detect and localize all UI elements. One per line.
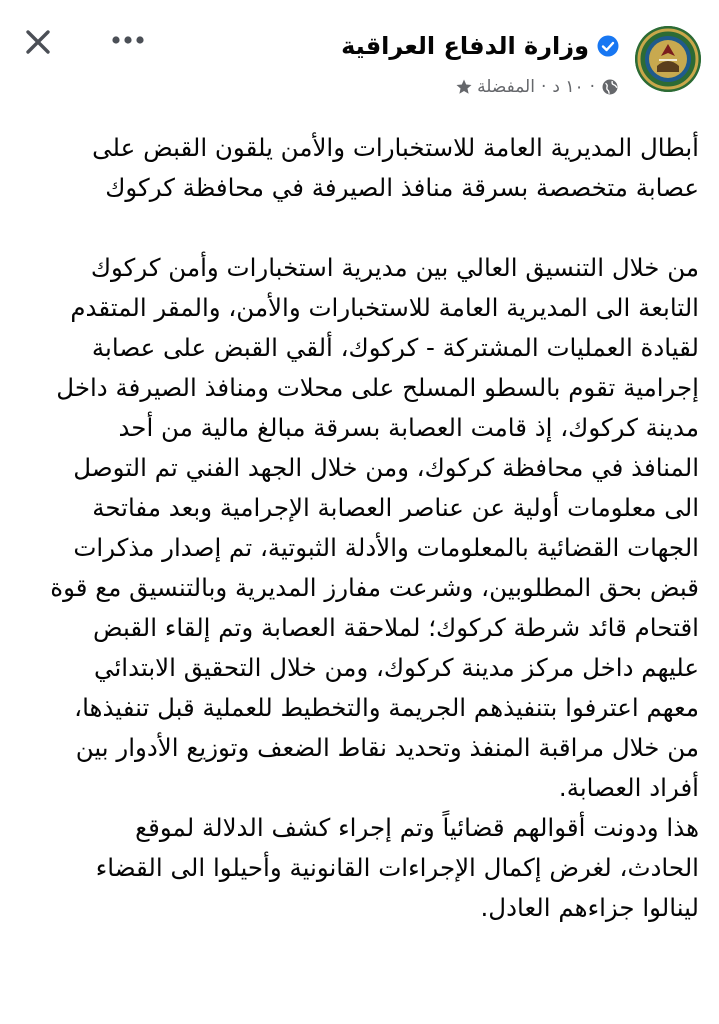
verified-badge-icon	[597, 35, 619, 57]
post-body-line: من خلال التنسيق العالي بين مديرية استخبارات وأمن كركوك	[90, 253, 699, 282]
more-options-button[interactable]	[106, 22, 150, 58]
post-body-line: لقيادة العمليات المشتركة - كركوك، ألقي القبض على عصابة	[91, 333, 699, 362]
post-body-line: إجرامية تقوم بالسطو المسلح على محلات ومنافذ الصيرفة داخل	[56, 373, 699, 402]
meta-separator-2: ·	[589, 77, 595, 97]
post-body-line: الحادث، لغرض إكمال الإجراءات القانونية وأحيلوا الى القضاء	[95, 853, 699, 882]
star-icon	[455, 78, 473, 96]
post-body-line: التابعة الى المديرية العامة للاستخبارات والأمن، والمقر المتقدم	[70, 293, 699, 322]
post-body-line: قبض بحق المطلوبين، وشرعت مفارز المديرية وبالتنسيق مع قوة	[50, 573, 699, 602]
close-button[interactable]	[18, 22, 58, 62]
post-meta	[455, 72, 619, 102]
meta-separator: ·	[540, 77, 547, 97]
post-body-line: معهم اعترفوا بتنفيذهم الجريمة والتخطيط للعملية قبل تنفيذها،	[74, 693, 699, 722]
paragraph-gap	[20, 208, 699, 248]
post-text	[20, 128, 699, 928]
post-body-line: من خلال مراقبة المنفذ وتحديد نقاط الضعف وتوزيع الأدوار بين	[75, 733, 699, 762]
post-body-line: مدينة كركوك، إذ قامت العصابة بسرقة مبالغ مالية من أحد	[118, 413, 699, 442]
post-time[interactable]: ١٠ د	[552, 77, 584, 97]
post-body-line: عليهم داخل مركز مدينة كركوك، ومن خلال التحقيق الابتدائي	[94, 653, 699, 682]
ministry-emblem-icon	[635, 26, 701, 92]
post-body-line: الجهات القضائية بالمعلومات والأدلة الثبوتية، تم إصدار مذكرات	[73, 533, 699, 562]
more-icon	[111, 35, 145, 45]
post-body-line: اقتحام قائد شرطة كركوك؛ لملاحقة العصابة وتم إلقاء القبض	[92, 613, 699, 642]
post-body-line: أفراد العصابة.	[558, 773, 699, 802]
post-body-line: لينالوا جزاءهم العادل.	[480, 893, 699, 922]
close-icon	[25, 29, 51, 55]
post-body-line: المنافذ في محافظة كركوك، ومن خلال الجهد الفني تم التوصل	[73, 453, 699, 482]
globe-icon	[601, 78, 619, 96]
post-body-line: الى معلومات أولية عن عناصر العصابة الإجرامية وبعد مفاتحة	[92, 493, 699, 522]
page-name-row	[341, 28, 619, 64]
post-body-line: هذا ودونت أقوالهم قضائياً وتم إجراء كشف الدلالة لموقع	[135, 813, 699, 842]
favorites-label: المفضلة	[477, 77, 535, 97]
page-name[interactable]: وزارة الدفاع العراقية	[341, 32, 589, 60]
post-title-line: عصابة متخصصة بسرقة منافذ الصيرفة في محافظة كركوك	[105, 173, 699, 202]
post-header	[0, 0, 719, 120]
page-avatar[interactable]	[635, 26, 701, 92]
post-title-line: أبطال المديرية العامة للاستخبارات والأمن يلقون القبض على	[92, 133, 699, 162]
